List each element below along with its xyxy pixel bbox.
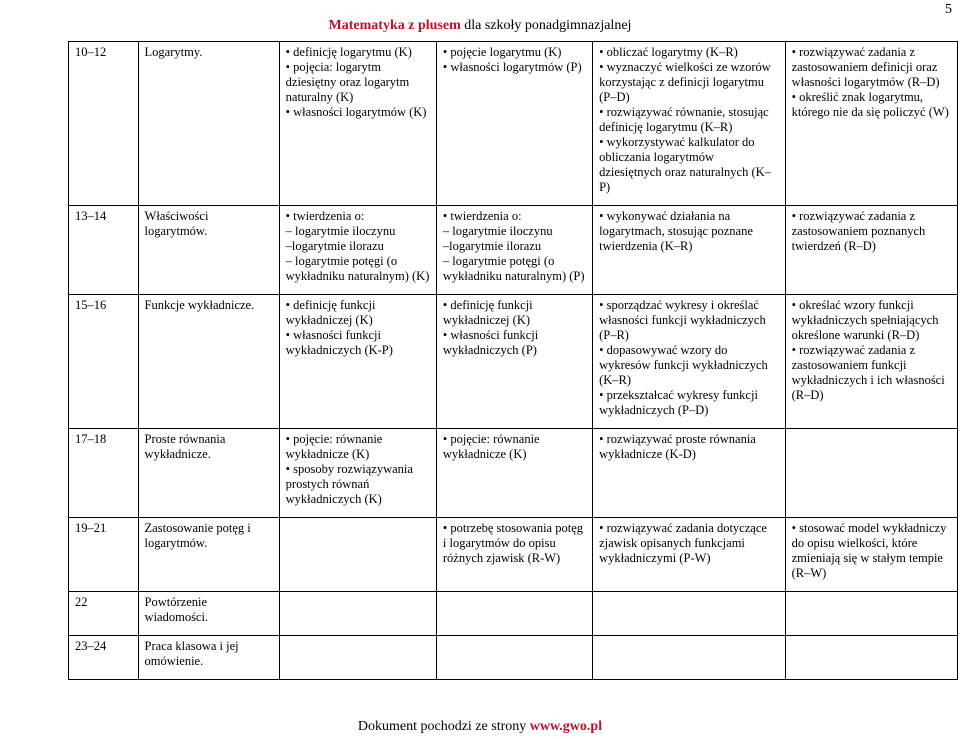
table-row — [69, 592, 958, 636]
lesson-number-cell: 13–14 — [69, 206, 139, 295]
knowledge-basic-cell — [279, 636, 436, 680]
skills-extended-cell — [785, 295, 957, 429]
list-item: • twierdzenia o: — [285, 209, 365, 223]
knowledge-extended-cell — [436, 636, 592, 680]
skills-extended-cell — [785, 636, 957, 680]
list-item: • definicję funkcji wykładniczej (K) — [285, 298, 376, 327]
table-row — [69, 206, 958, 295]
list-item: • dopasowywać wzory do wykresów funkcji wykładniczych (K–R) — [599, 343, 768, 387]
lesson-topic-cell: Zastosowanie potęg i logarytmów. — [138, 518, 279, 592]
skills-basic-cell — [593, 429, 786, 518]
knowledge-basic-cell — [279, 592, 436, 636]
knowledge-basic-cell — [279, 518, 436, 592]
table-row — [69, 295, 958, 429]
knowledge-extended-cell — [436, 206, 592, 295]
list-item: • rozwiązywać zadania z zastosowaniem poznanych twierdzeń (R–D) — [791, 209, 926, 253]
list-item: • definicję logarytmu (K) — [285, 45, 412, 59]
skills-basic-cell — [593, 206, 786, 295]
list-item: • wykonywać działania na logarytmach, stosując poznane twierdzenia (K–R) — [599, 209, 753, 253]
list-item: –logarytmie ilorazu — [442, 239, 542, 253]
list-item: – logarytmie iloczynu — [442, 224, 553, 238]
skills-basic-cell — [593, 636, 786, 680]
table-row — [69, 636, 958, 680]
skills-extended-cell — [785, 592, 957, 636]
list-item: • określić znak logarytmu, którego nie da się policzyć (W) — [791, 90, 949, 119]
knowledge-extended-cell — [436, 429, 592, 518]
footer-prefix: Dokument pochodzi ze strony — [357, 719, 530, 734]
knowledge-basic-cell — [279, 206, 436, 295]
list-item: • rozwiązywać zadania z zastosowaniem definicji oraz własności logarytmów (R–D) — [791, 45, 940, 89]
list-item: • rozwiązywać równanie, stosując definicję logarytmu (K–R) — [599, 105, 769, 134]
list-item: • sposoby rozwiązywania prostych równań wykładniczych (K) — [285, 462, 413, 506]
list-item: –logarytmie ilorazu — [285, 239, 384, 253]
knowledge-basic-cell — [279, 295, 436, 429]
skills-basic-cell — [593, 42, 786, 206]
lesson-number-cell: 23–24 — [69, 636, 139, 680]
list-item: • określać wzory funkcji wykładniczych spełniających określone warunki (R–D) — [791, 298, 939, 342]
skills-basic-cell — [593, 295, 786, 429]
list-item: • przekształcać wykresy funkcji wykładniczych (P–D) — [599, 388, 758, 417]
header-subtitle: dla szkoły ponadgimnazjalnej — [460, 18, 632, 33]
list-item: • potrzebę stosowania potęg i logarytmów do opisu różnych zjawisk (R-W) — [442, 521, 583, 565]
knowledge-basic-cell — [279, 429, 436, 518]
lesson-number-cell: 22 — [69, 592, 139, 636]
table-row — [69, 429, 958, 518]
skills-basic-cell — [593, 518, 786, 592]
list-item: • wyznaczyć wielkości ze wzorów korzystając z definicji logarytmu (P–D) — [599, 60, 771, 104]
skills-extended-cell — [785, 42, 957, 206]
list-item: • rozwiązywać zadania dotyczące zjawisk opisanych funkcjami wykładniczymi (P-W) — [599, 521, 767, 565]
lesson-topic-cell: Logarytmy. — [138, 42, 279, 206]
list-item: • własności funkcji wykładniczych (P) — [442, 328, 539, 357]
table-row — [69, 518, 958, 592]
knowledge-extended-cell — [436, 42, 592, 206]
list-item: • pojęcie: równanie wykładnicze (K) — [442, 432, 540, 461]
lesson-number-cell: 10–12 — [69, 42, 139, 206]
lesson-number-cell: 19–21 — [69, 518, 139, 592]
lesson-topic-cell: Praca klasowa i jej omówienie. — [138, 636, 279, 680]
list-item: • pojęcie: równanie wykładnicze (K) — [285, 432, 383, 461]
list-item: • pojęcie logarytmu (K) — [442, 45, 562, 59]
knowledge-basic-cell — [279, 42, 436, 206]
skills-extended-cell — [785, 206, 957, 295]
list-item: • pojęcia: logarytm dziesiętny oraz logarytm naturalny (K) — [285, 60, 410, 104]
lesson-topic-cell: Proste równania wykładnicze. — [138, 429, 279, 518]
list-item: • wykorzystywać kalkulator do obliczania logarytmów dziesiętnych oraz naturalnych (K–P) — [599, 135, 771, 194]
list-item: • rozwiązywać zadania z zastosowaniem funkcji wykładniczych i ich własności (R–D) — [791, 343, 945, 402]
list-item: – logarytmie iloczynu — [285, 224, 396, 238]
list-item: • sporządzać wykresy i określać własności funkcji wykładniczych (P–R) — [599, 298, 766, 342]
table-row — [69, 42, 958, 206]
curriculum-table — [68, 41, 958, 680]
knowledge-extended-cell — [436, 518, 592, 592]
list-item: • rozwiązywać proste równania wykładnicze (K-D) — [599, 432, 756, 461]
list-item: • własności logarytmów (K) — [285, 105, 427, 119]
header-brand: Matematyka z plusem — [328, 18, 461, 33]
footer-site-link[interactable]: www.gwo.pl — [529, 719, 603, 734]
list-item: • własności logarytmów (P) — [442, 60, 582, 74]
list-item: • definicję funkcji wykładniczej (K) — [442, 298, 533, 327]
list-item: – logarytmie potęgi (o wykładniku naturalnym) (P) — [442, 254, 585, 283]
lesson-number-cell: 17–18 — [69, 429, 139, 518]
list-item: • stosować model wykładniczy do opisu wielkości, które zmieniają się w stałym tempie (R–W) — [791, 521, 947, 580]
skills-extended-cell — [785, 429, 957, 518]
knowledge-extended-cell — [436, 592, 592, 636]
list-item: – logarytmie potęgi (o wykładniku naturalnym) (K) — [285, 254, 430, 283]
page-footer — [0, 719, 960, 734]
knowledge-extended-cell — [436, 295, 592, 429]
list-item: • obliczać logarytmy (K–R) — [599, 45, 738, 59]
list-item: • twierdzenia o: — [442, 209, 522, 223]
lesson-topic-cell: Funkcje wykładnicze. — [138, 295, 279, 429]
list-item: • własności funkcji wykładniczych (K-P) — [285, 328, 393, 357]
skills-extended-cell — [785, 518, 957, 592]
lesson-topic-cell: Powtórzenie wiadomości. — [138, 592, 279, 636]
skills-basic-cell — [593, 592, 786, 636]
page-header — [0, 18, 960, 34]
lesson-number-cell: 15–16 — [69, 295, 139, 429]
lesson-topic-cell: Właściwości logarytmów. — [138, 206, 279, 295]
page-number: 5 — [945, 2, 952, 17]
